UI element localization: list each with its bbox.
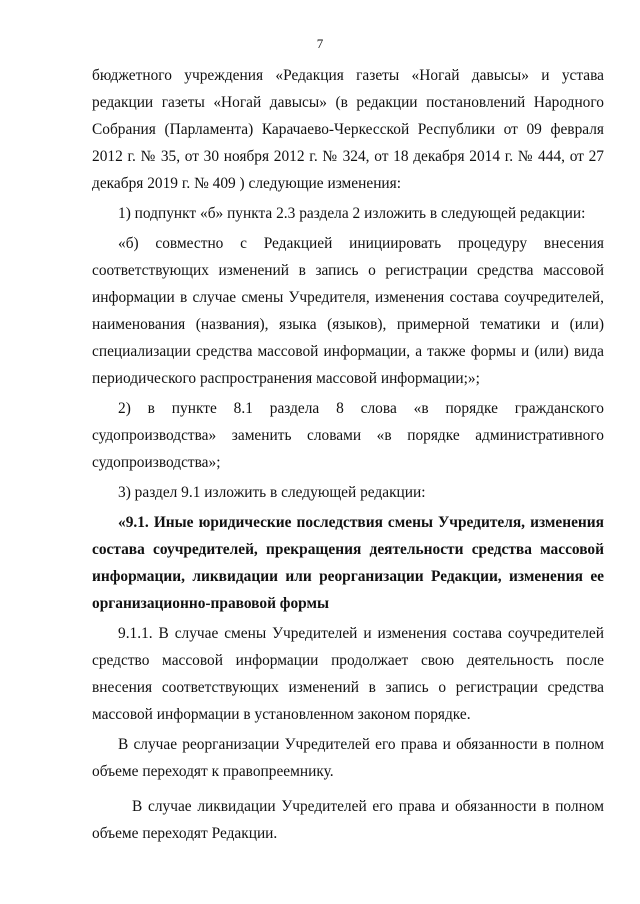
item-2-paragraph: 2) в пункте 8.1 раздела 8 слова «в порядке гражданского судопроизводства» заменить словами «в порядке административного судопроизводства»; [92,400,604,471]
reorganization-paragraph: В случае реорганизации Учредителей его права и обязанности в полном объеме переходят к правопреемнику. [92,736,604,780]
document-body [92,62,604,847]
item-3-paragraph: 3) раздел 9.1 изложить в следующей редакции: [118,484,426,501]
page-number: 7 [316,36,324,51]
section-9-1-heading: «9.1. Иные юридические последствия смены Учредителя, изменения состава соучредителей, прекращения деятельности средства массовой информации, ликвидации или реорганизации Редакции, изменения ее организационно-правовой формы [92,514,604,612]
intro-paragraph: бюджетного учреждения «Редакция газеты «Ногай давысы» и устава редакции газеты «Ногай давысы» (в редакции постановлений Народного Собрания (Парламента) Карачаево-Черкесской Республики от 09 февраля 2012 г. № 35, от 30 ноября 2012 г. № 324, от 18 декабря 2014 г. № 444, от 27 декабря 2019 г. № 409 ) следующие изменения: [92,67,604,192]
clause-9-1-1-paragraph: 9.1.1. В случае смены Учредителей и изменения состава соучредителей средство массовой информации продолжает свою деятельность после внесения соответствующих изменений в запись о регистрации средства массовой информации в установленном законом порядке. [92,625,604,723]
item-1-quote-paragraph: «б) совместно с Редакцией инициировать процедуру внесения соответствующих изменений в запись о регистрации средства массовой информации в случае смены Учредителя, изменения состава соучредителей, наименования (названия), языка (языков), примерной тематики и (или) специализации средства массовой информации, а также формы и (или) вида периодического распространения массовой информации;»; [92,235,604,387]
item-1-paragraph: 1) подпункт «б» пункта 2.3 раздела 2 изложить в следующей редакции: [118,205,586,222]
liquidation-paragraph: В случае ликвидации Учредителей его права и обязанности в полном объеме переходят Редакции. [92,798,604,842]
